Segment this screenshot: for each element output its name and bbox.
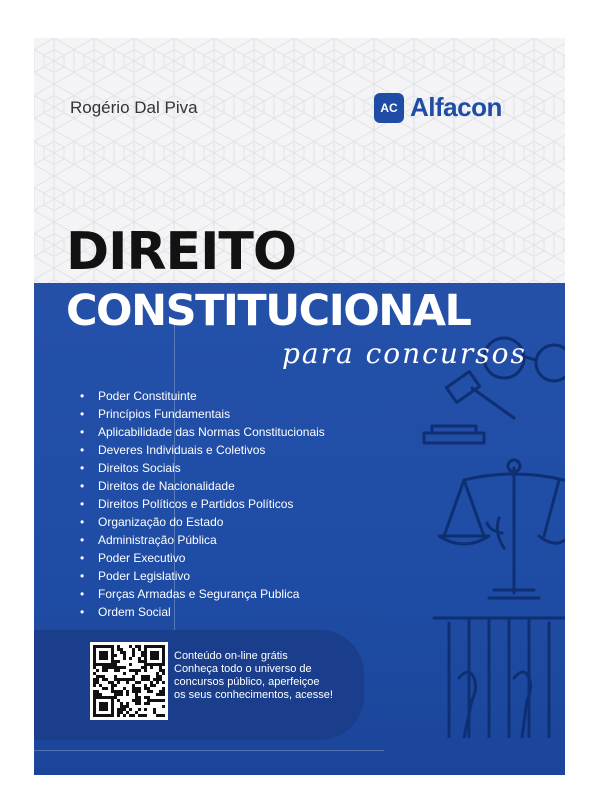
title-line-1: DIREITO bbox=[66, 222, 297, 282]
promo-line-2: Conheça todo o universo de bbox=[174, 663, 312, 675]
topic-item: • Princípios Fundamentais bbox=[78, 405, 325, 423]
promo-line-4: os seus conhecimentos, acesse! bbox=[174, 689, 333, 701]
prison-bars-icon bbox=[434, 618, 564, 738]
book-cover bbox=[34, 38, 565, 775]
subtitle: para concursos bbox=[282, 337, 527, 370]
topic-item: • Poder Executivo bbox=[78, 549, 325, 567]
title-line-2: CONSTITUCIONAL bbox=[66, 286, 471, 336]
author-name: Rogério Dal Piva bbox=[70, 98, 198, 117]
topic-item: • Administração Pública bbox=[78, 531, 325, 549]
promo-line-1: Conteúdo on-line grátis bbox=[174, 650, 288, 662]
topic-item: • Poder Constituinte bbox=[78, 387, 325, 405]
topic-item: • Direitos Sociais bbox=[78, 459, 325, 477]
publisher-logo-text: Alfacon bbox=[410, 92, 502, 122]
publisher-logo-mark: AC bbox=[374, 93, 404, 123]
topic-list bbox=[78, 387, 325, 621]
topic-item: • Direitos de Nacionalidade bbox=[78, 477, 325, 495]
topic-item: • Direitos Políticos e Partidos Políticos bbox=[78, 495, 325, 513]
promo-text bbox=[174, 650, 364, 702]
gavel-icon bbox=[424, 372, 514, 443]
topic-item: • Forças Armadas e Segurança Publica bbox=[78, 585, 325, 603]
publisher-logo bbox=[374, 92, 502, 123]
topic-item: • Ordem Social bbox=[78, 603, 325, 621]
topic-item: • Organização do Estado bbox=[78, 513, 325, 531]
justice-illustration bbox=[394, 318, 565, 738]
scales-of-justice-icon bbox=[439, 460, 565, 598]
topic-item: • Deveres Individuais e Coletivos bbox=[78, 441, 325, 459]
topic-item: • Poder Legislativo bbox=[78, 567, 325, 585]
decorative-line bbox=[34, 750, 384, 751]
promo-line-3: concursos público, aperfeiçoe bbox=[174, 676, 320, 688]
qr-code-icon[interactable] bbox=[90, 642, 168, 720]
topic-item: • Aplicabilidade das Normas Constitucionais bbox=[78, 423, 325, 441]
